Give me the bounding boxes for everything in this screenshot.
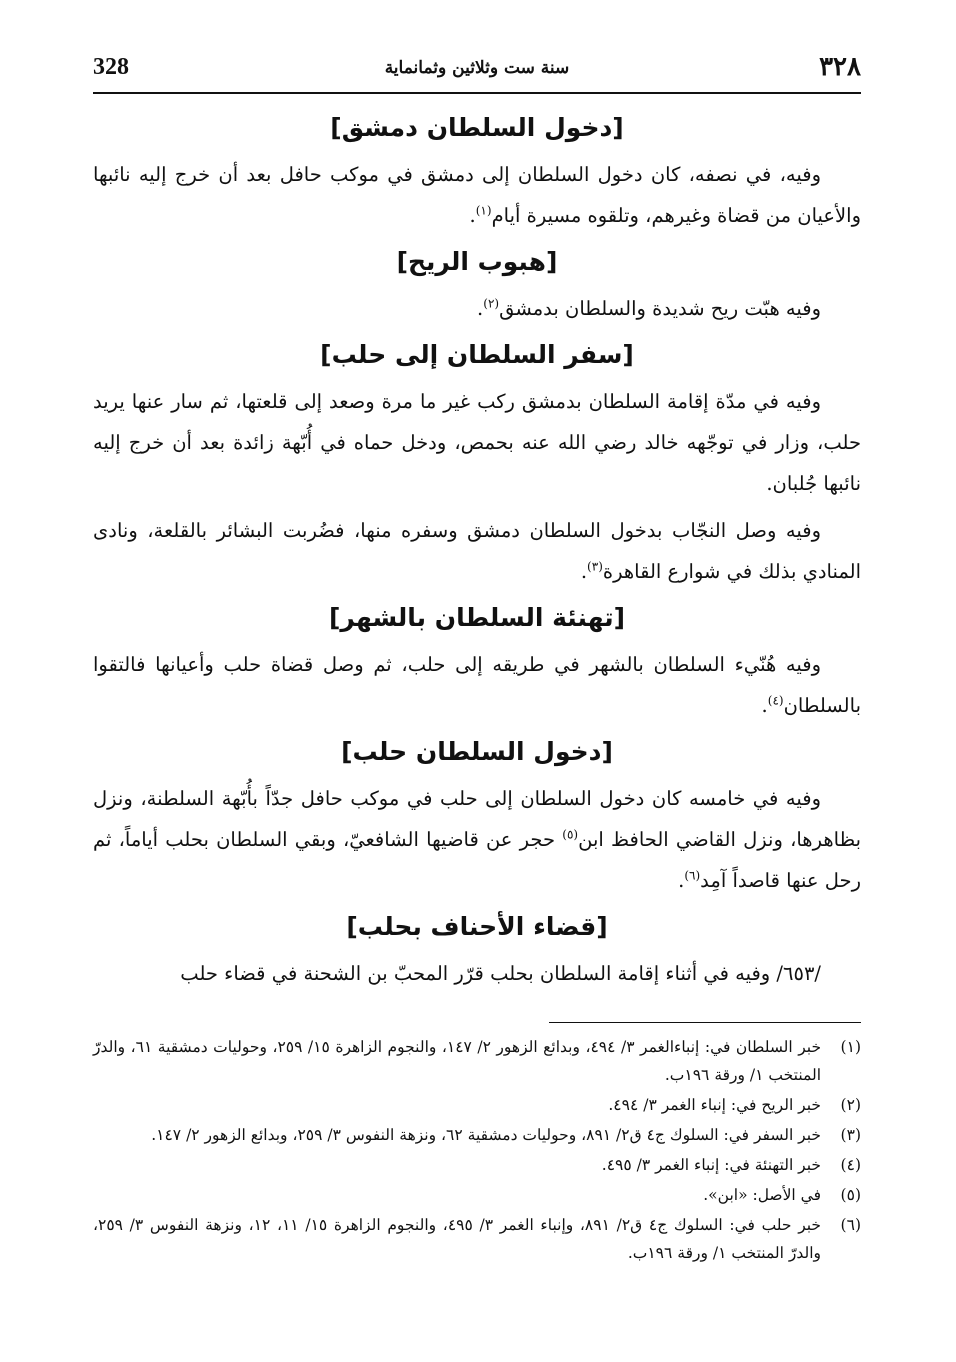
page-number-latin: 328 [93,54,129,80]
footnote-text: في الأصل: «ابن». [703,1186,821,1204]
footnote-number: (٣) [840,1126,861,1144]
footnote-text: خبر الريح في: إنباء الغمر ٣/ ٤٩٤. [608,1096,821,1114]
running-title: سنة ست وثلاثين وثمانماية [384,58,570,78]
footnote-text: خبر السفر في: السلوك ج٤ ق٢/ ٨٩١، وحوليات دمشقية ٦٢، ونزهة النفوس ٣/ ٢٥٩، وبدائع الزهور ٢/ ١٤٧. [151,1126,821,1144]
footnote-number: (١) [840,1038,861,1056]
footnote [93,1211,861,1267]
footnote-text: خبر السلطان في: إنباءالغمر ٣/ ٤٩٤، وبدائع الزهور ٢/ ١٤٧، والنجوم الزاهرة ١٥/ ٢٥٩، وحوليات دمشقية ٦١، والدرّ المنتخب ١/ ورقة ١٩٦ب. [93,1038,822,1084]
footnote-ref: (٤) [767,693,784,708]
paragraph: وفيه هبّت ريح شديدة والسلطان بدمشق$^{(٢)}$. [477,296,821,320]
footnote-ref: (٥) [562,827,579,842]
footnote-number: (٤) [840,1156,861,1174]
paragraph: وفيه في مدّة إقامة السلطان بدمشق ركب غير ما مرة وصعد إلى قلعتها، ثم سار عنها يريد حلب، وزار في توجّهه خالد رضي الله عنه بحمص، ودخل حماه في أُبّهة زائدة بعد أن خرج إليه نائبها جُلبان. [93,390,861,495]
footnote-ref: (١) [475,203,492,218]
paragraph: وفيه وصل النجّاب بدخول السلطان دمشق وسفره منها، فضُربت البشائر بالقلعة، ونادى المنادي بذلك في شوارع القاهرة$^{(٣)}$. [93,519,861,583]
section-heading: [تهنئة السلطان بالشهر] [328,603,626,632]
paragraph: وفيه في خامسه كان دخول السلطان إلى حلب في موكب حافل جدّاً بأُبّهة السلطنة، ونزل بظاهرها، ونزل القاضي الحافظ ابن$^{(٥)}$ حجر عن قاضيها الشافعيّ، وبقي السلطان بحلب أياماً، ثم رحل عنها قاصداً آمِد$^{(٦)}$. [93,787,861,892]
page-header [93,52,861,94]
footnote-number: (٦) [840,1216,861,1234]
footnote [93,1033,861,1089]
footnote-ref: (٣) [587,559,603,574]
page-number-arabic: ٣٢٨ [819,52,861,82]
footnote [93,1151,861,1179]
footnote-number: (٥) [840,1186,861,1204]
footnote [93,1091,861,1119]
footnotes [93,1022,861,1269]
main-text [93,108,861,1000]
section-heading: [قضاء الأحناف بحلب] [346,912,608,941]
section-heading: [دخول السلطان حلب] [341,737,613,766]
paragraph: /٦٥٣/ وفيه في أثناء إقامة السلطان بحلب قرّر المحبّ بن الشحنة في قضاء حلب [180,962,821,985]
paragraph: وفيه هُنّيء السلطان بالشهر في طريقه إلى حلب، ثم وصل قضاة حلب وأعيانها فالتقوا بالسلطان$^{(٤)}$. [93,653,861,717]
section-heading: [سفر السلطان إلى حلب] [320,340,634,369]
footnote-text: خبر التهنئة في: إنباء الغمر ٣/ ٤٩٥. [601,1156,821,1174]
footnote-divider [549,1022,861,1023]
footnote [93,1181,861,1209]
paragraph: وفيه، في نصفه، كان دخول السلطان إلى دمشق في موكب حافل بعد أن خرج إليه نائبها والأعيان من قضاة وغيرهم، وتلقوه مسيرة أيام$^{(١)}$. [93,163,861,227]
footnote [93,1121,861,1149]
footnote-text: خبر حلب في: السلوك ج٤ ق٢/ ٨٩١، وإنباء الغمر ٣/ ٤٩٥، والنجوم الزاهرة ١٥/ ١١، ١٢، ونزهة النفوس ٣/ ٢٥٩، والدرّ المنتخب ١/ ورقة ١٩٦ب. [93,1216,822,1262]
section-heading: [دخول السلطان دمشق] [330,113,624,142]
footnote-number: (٢) [840,1096,861,1114]
footnote-ref: (٢) [483,296,500,311]
footnote-ref: (٦) [684,868,701,883]
section-heading: [هبوب الريح] [396,247,558,276]
